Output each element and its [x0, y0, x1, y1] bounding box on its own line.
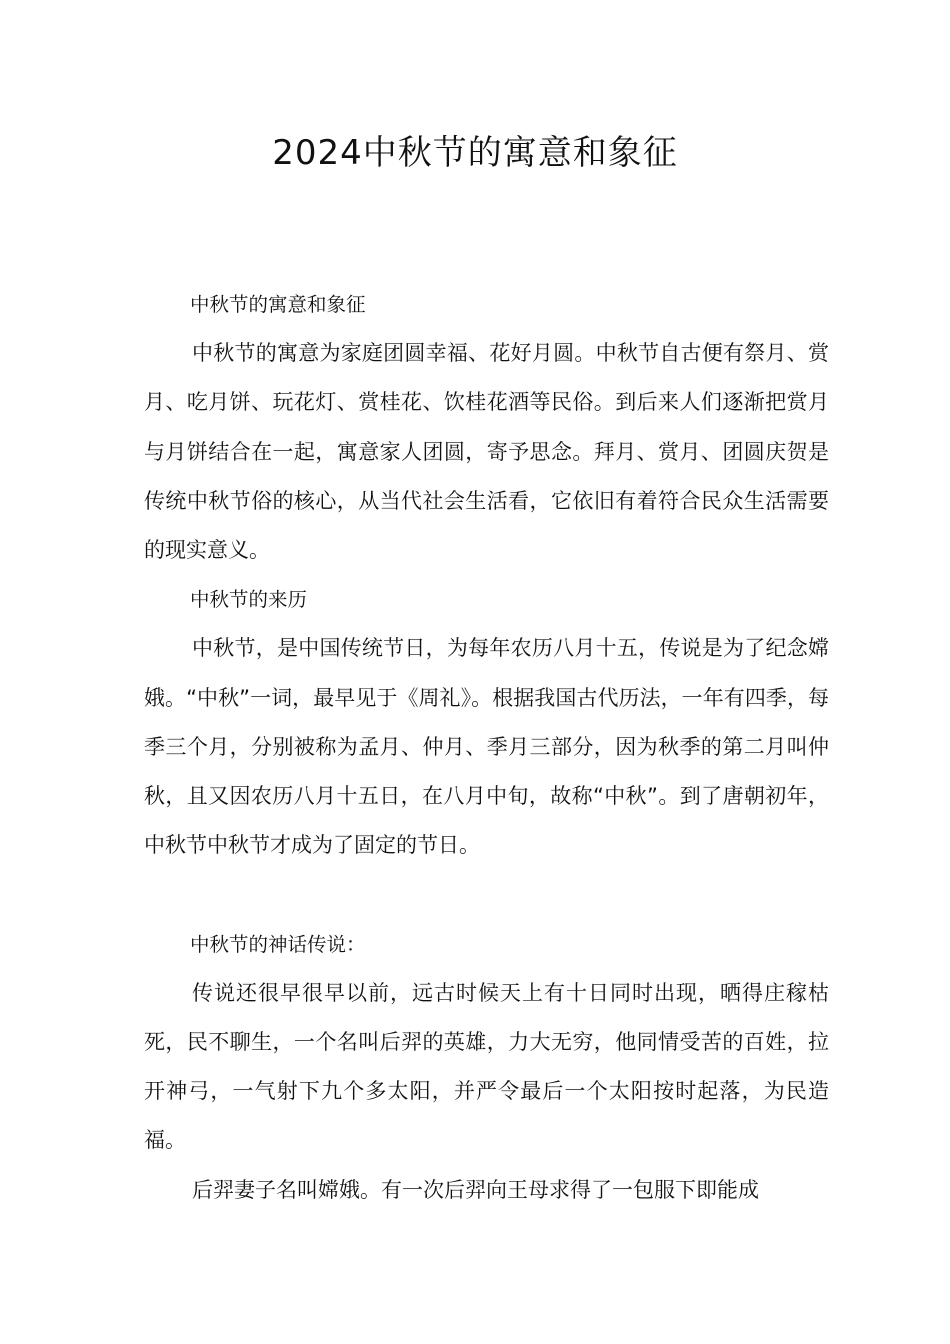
section-heading-meaning: 中秋节的寓意和象征: [190, 293, 366, 316]
paragraph-origin: 中秋节，是中国传统节日，为每年农历八月十五，传说是为了纪念嫦娥。“中秋”一词，最早见于《周礼》。根据我国古代历法，一年有四季，每季三个月，分别被称为孟月、仲月、季月三部分，因为秋季的第二月叫仲秋，且又因农历八月十五日，在八月中旬，故称“中秋”。到了唐朝初年，中秋节中秋节才成为了固定的节日。: [144, 636, 829, 858]
document-title: 2024中秋节的寓意和象征: [272, 133, 678, 173]
document-body: [144, 280, 829, 1215]
paragraph-legend-change: 后羿妻子名叫嫦娥。有一次后羿向王母求得了一包服下即能成: [192, 1177, 759, 1202]
blank-line: [144, 870, 829, 919]
section-heading-legend: 中秋节的神话传说：: [190, 932, 366, 956]
paragraph-meaning: 中秋节的寓意为家庭团圆幸福、花好月圆。中秋节自古便有祭月、赏月、吃月饼、玩花灯、赏桂花、饮桂花酒等民俗。到后来人们逐渐把赏月与月饼结合在一起，寓意家人团圆，寄予思念。拜月、赏月、团圆庆贺是传统中秋节俗的核心，从当代社会生活看，它依旧有着符合民众生活需要的现实意义。: [144, 341, 829, 563]
paragraph-legend-houyi: 传说还很早很早以前，远古时候天上有十日同时出现，晒得庄稼枯死，民不聊生，一个名叫后羿的英雄，力大无穷，他同情受苦的百姓，拉开神弓，一气射下九个多太阳，并严令最后一个太阳按时起落，为民造福。: [144, 980, 829, 1153]
section-heading-origin: 中秋节的来历: [190, 588, 308, 612]
